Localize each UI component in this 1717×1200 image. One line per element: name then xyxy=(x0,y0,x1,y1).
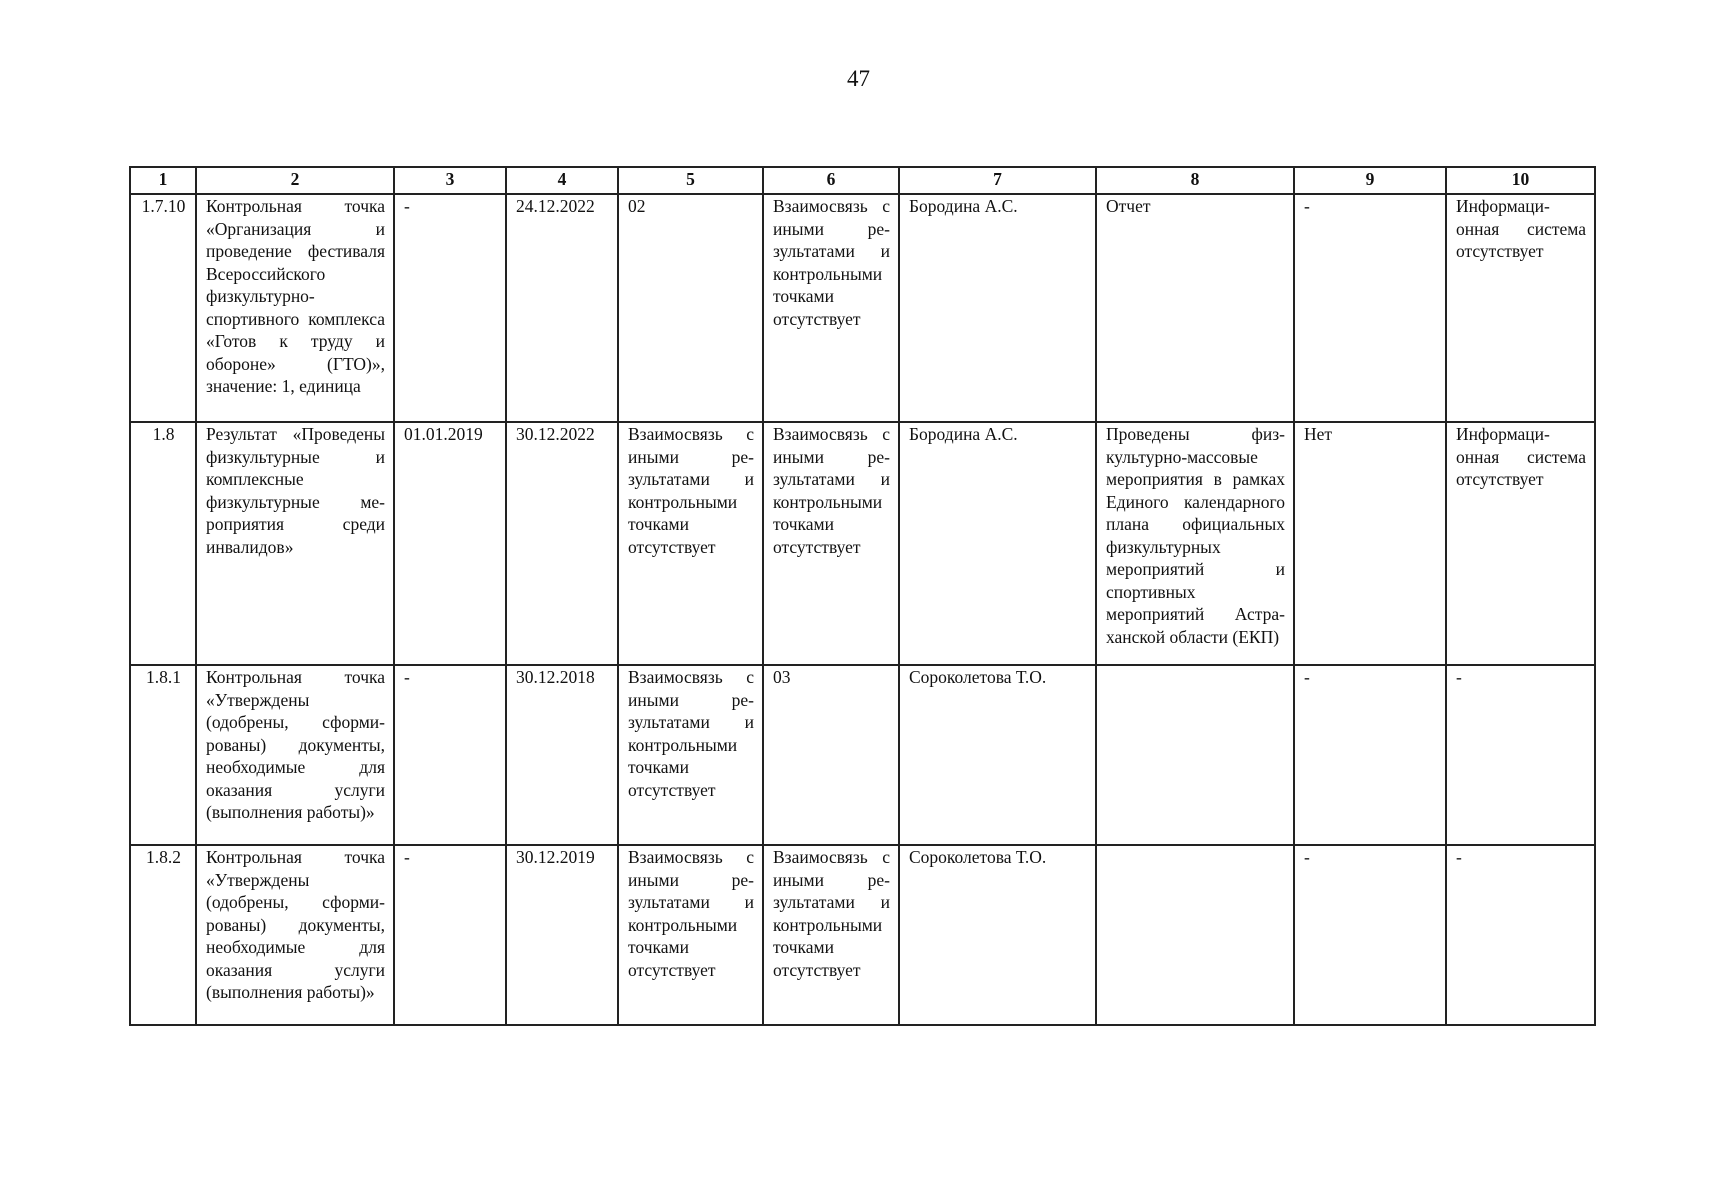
predecessor: Взаимосвязь с иными результатами и контрольными точками отсутствует xyxy=(618,845,763,1025)
header-row xyxy=(130,167,1595,194)
column-header: 6 xyxy=(763,167,899,194)
result-type: Отчет xyxy=(1096,194,1294,422)
info-system: - xyxy=(1446,845,1595,1025)
predecessor: Взаимосвязь с иными результатами и контрольными точками отсутствует xyxy=(618,665,763,845)
result-type xyxy=(1096,845,1294,1025)
row-number: 1.8.2 xyxy=(130,845,196,1025)
start-date: 01.01.2019 xyxy=(394,422,506,665)
start-date: - xyxy=(394,665,506,845)
end-date: 30.12.2022 xyxy=(506,422,618,665)
info-system: Информационная система отсутствует xyxy=(1446,422,1595,665)
item-name: Результат «Проведены физкультурные и комплексные физкультурные мероприятия среди инвалидов» xyxy=(196,422,394,665)
end-date: 30.12.2018 xyxy=(506,665,618,845)
column-header: 1 xyxy=(130,167,196,194)
responsible: Бородина А.С. xyxy=(899,194,1096,422)
column-header: 5 xyxy=(618,167,763,194)
column-header: 4 xyxy=(506,167,618,194)
approval: - xyxy=(1294,665,1446,845)
responsible: Сороколетова Т.О. xyxy=(899,845,1096,1025)
table-row xyxy=(130,665,1595,845)
approval: - xyxy=(1294,845,1446,1025)
approval: - xyxy=(1294,194,1446,422)
info-system: Информационная система отсутствует xyxy=(1446,194,1595,422)
start-date: - xyxy=(394,194,506,422)
table-row xyxy=(130,422,1595,665)
column-header: 3 xyxy=(394,167,506,194)
successor: 03 xyxy=(763,665,899,845)
column-header: 7 xyxy=(899,167,1096,194)
successor: Взаимосвязь с иными результатами и контрольными точками отсутствует xyxy=(763,194,899,422)
column-header: 9 xyxy=(1294,167,1446,194)
successor: Взаимосвязь с иными результатами и контрольными точками отсутствует xyxy=(763,422,899,665)
page-number: 47 xyxy=(847,66,870,91)
column-header: 8 xyxy=(1096,167,1294,194)
item-name: Контрольная точка «Организация и проведение фестиваля Всероссийского физкультурно-спортивного комплекса «Готов к труду и обороне» (ГТО)», значение: 1, единица xyxy=(196,194,394,422)
start-date: - xyxy=(394,845,506,1025)
table-row xyxy=(130,845,1595,1025)
table-row xyxy=(130,194,1595,422)
result-type: Проведены физкультурно-массовые мероприятия в рамках Единого календарного плана официальных физкультурных мероприятий и спортивных мероприятий Астраханской области (ЕКП) xyxy=(1096,422,1294,665)
row-number: 1.7.10 xyxy=(130,194,196,422)
column-header: 2 xyxy=(196,167,394,194)
row-number: 1.8.1 xyxy=(130,665,196,845)
end-date: 30.12.2019 xyxy=(506,845,618,1025)
item-name: Контрольная точка «Утверждены (одобрены, сформированы) документы, необходимые для оказания услуги (выполнения работы)» xyxy=(196,845,394,1025)
successor: Взаимосвязь с иными результатами и контрольными точками отсутствует xyxy=(763,845,899,1025)
row-number: 1.8 xyxy=(130,422,196,665)
end-date: 24.12.2022 xyxy=(506,194,618,422)
predecessor: 02 xyxy=(618,194,763,422)
responsible: Бородина А.С. xyxy=(899,422,1096,665)
column-header: 10 xyxy=(1446,167,1595,194)
approval: Нет xyxy=(1294,422,1446,665)
info-system: - xyxy=(1446,665,1595,845)
control-points-table xyxy=(129,166,1596,1026)
result-type xyxy=(1096,665,1294,845)
predecessor: Взаимосвязь с иными результатами и контрольными точками отсутствует xyxy=(618,422,763,665)
item-name: Контрольная точка «Утверждены (одобрены, сформированы) документы, необходимые для оказания услуги (выполнения работы)» xyxy=(196,665,394,845)
responsible: Сороколетова Т.О. xyxy=(899,665,1096,845)
